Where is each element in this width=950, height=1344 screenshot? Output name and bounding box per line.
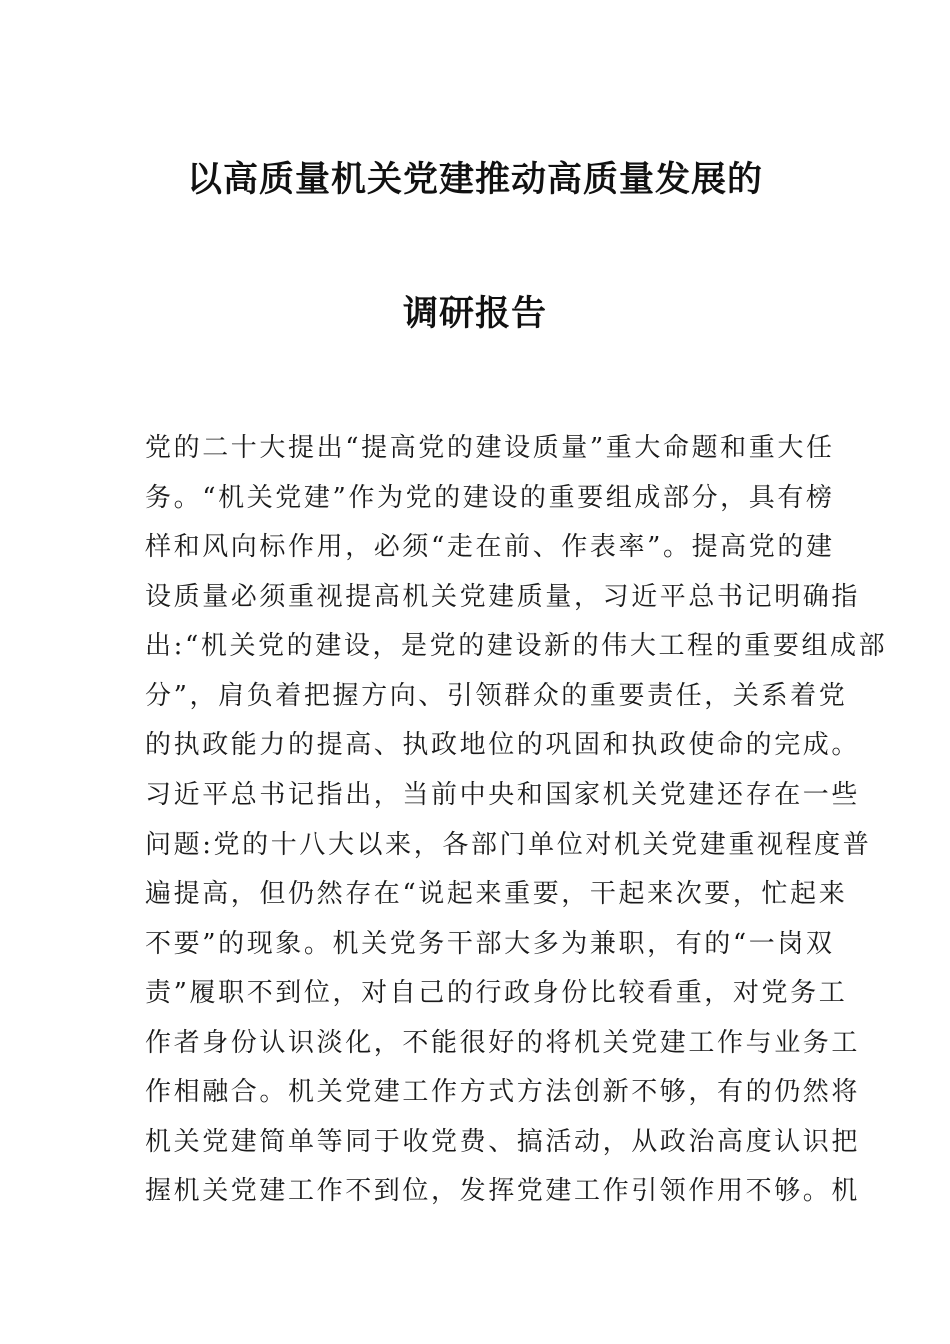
text-line: 务。“机关党建”作为党的建设的重要组成部分，具有榜 [145,482,835,513]
text-line: 作相融合。机关党建工作方式方法创新不够，有的仍然将 [145,1077,861,1107]
text-line: 样和风向标作用，必须“走在前、作表率”。提高党的建 [145,532,835,562]
text-line: 的执政能力的提高、执政地位的巩固和执政使命的完成。 [145,730,861,760]
paragraph-2 [145,771,872,1217]
text-line: 设质量必须重视提高机关党建质量，习近平总书记明确指 [145,581,861,612]
text-line: 握机关党建工作不到位，发挥党建工作引领作用不够。机 [145,1176,861,1206]
text-line: 党的二十大提出“提高党的建设质量”重大命题和重大任 [145,433,835,463]
text-line: 出:“机关党的建设，是党的建设新的伟大工程的重要组成部 [145,631,888,661]
text-line: 习近平总书记指出，当前中央和国家机关党建还存在一些 [145,780,861,810]
paragraph-1 [145,424,888,771]
text-line: 遍提高，但仍然存在“说起来重要，干起来次要，忙起来 [145,879,848,909]
text-line: 机关党建简单等同于收党费、搞活动，从政治高度认识把 [145,1126,861,1157]
text-line: 问题:党的十八大以来，各部门单位对机关党建重视程度普 [145,829,872,860]
document-title-line-1: 以高质量机关党建推动高质量发展的 [186,160,763,200]
document-title-line-2: 调研报告 [402,294,547,334]
text-line: 不要”的现象。机关党务干部大多为兼职，有的“一岗双 [145,928,835,959]
text-line: 责”履职不到位，对自己的行政身份比较看重，对党务工 [145,978,848,1008]
text-line: 作者身份认识淡化，不能很好的将机关党建工作与业务工 [145,1027,861,1058]
text-line: 分”，肩负着把握方向、引领群众的重要责任，关系着党 [145,680,848,711]
